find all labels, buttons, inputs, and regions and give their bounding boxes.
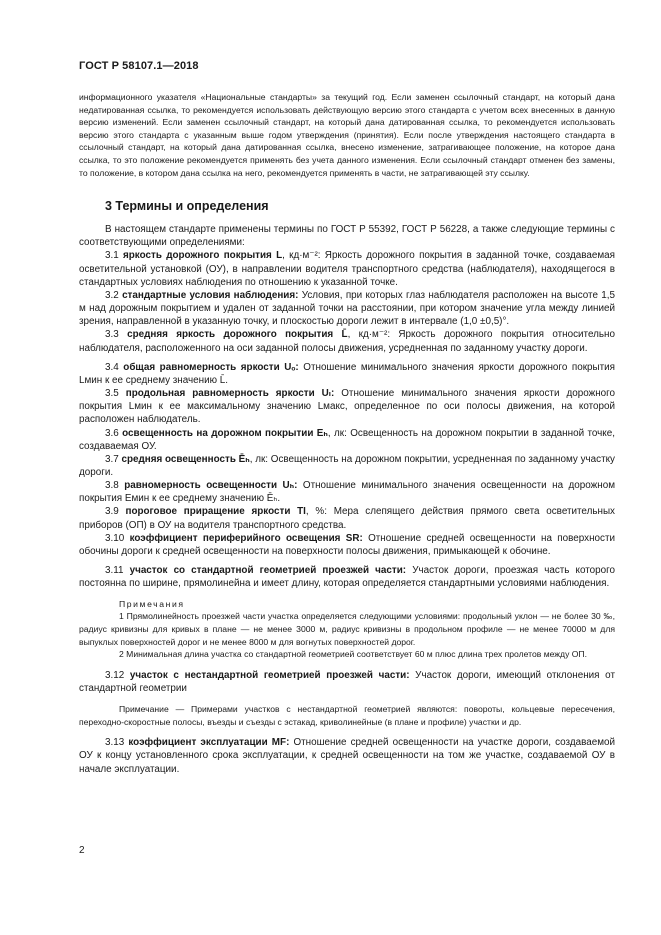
intro-paragraph: информационного указателя «Национальные стандарты» за текущий год. Если заменен ссылочный стандарт, на который дана недатированная ссылка, то рекомендуется использовать действующую версию этого стандарта с учетом всех внесенных в данную версию изменений. Если заменен ссылочный стандарт, на который дана датированная ссылка, то рекомендуется использовать версию этого стандарта с указанным выше годом утверждения (принятия). Если после утверждения настоящего стандарта в ссылочный стандарт, на который дана датированная ссылка, внесено изменение, затрагивающее положение, на которое дана ссылка, то это положение рекомендуется применять без учета данного изменения. Если ссылочный стандарт отменен без замены, то положение, в котором дана ссылка на него, рекомендуется применять в части, не затрагивающей эту ссылку. <box>79 92 615 178</box>
term-definition <box>79 669 615 695</box>
term-text: , кд·м⁻²: Яркость дорожного покрытия относительно наблюдателя, расположенного на оси заданной полосы движения, усредненная по заданному участку дороги. <box>79 329 615 354</box>
term-text: , кд·м⁻²: Яркость дорожного покрытия в заданной точке, создаваемая осветительной установкой (ОУ), в направлении водителя транспортного средства (наблюдателя), находящегося в стандартных условиях наблюдения по отношению к указанной точке. <box>79 250 615 288</box>
note-item: 1 Прямолинейность проезжей части участка определяется следующими условиями: продольный уклон — не более 30 ‰, радиус кривизны для кривых в плане — не менее 3000 м, радиус кривизны в продольном профиле — не менее 70000 м для выпуклых поверхностей дорог и не менее 8000 м для вогнутых поверхностей дорог. <box>79 611 615 647</box>
term-number: 3.3 <box>105 329 119 341</box>
term-name: равномерность освещенности Uₕ: <box>124 480 298 492</box>
term-name: продольная равномерность яркости Uₗ: <box>125 388 335 400</box>
note-item: Примечание — Примерами участков с нестандартной геометрией являются: повороты, кольцевые пересечения, переходно-скоростные полосы, въезды и съезды с эстакад, криволинейные (в плане и профиле) участки и др. <box>79 704 615 727</box>
term-number: 3.10 <box>105 532 125 544</box>
document-header: ГОСТ Р 58107.1—2018 <box>79 60 199 72</box>
term-text: Отношение минимального значения яркости дорожного покрытия Lмин к ее среднему значению L̄. <box>79 361 615 386</box>
section-lead: В настоящем стандарте применены термины по ГОСТ Р 55392, ГОСТ Р 56228, а также следующие термины с соответствующими определениями: <box>79 224 615 249</box>
term-name: освещенность на дорожном покрытии Eₕ <box>122 427 328 439</box>
term-name: стандартные условия наблюдения: <box>122 289 299 301</box>
term-definition <box>79 427 615 453</box>
term-text: Отношение средней освещенности на участке дороги, создаваемой ОУ к концу установленного срока эксплуатации, к средней освещенности на том же участке, создаваемой ОУ в начале эксплуатации. <box>79 737 615 775</box>
term-number: 3.9 <box>105 506 119 518</box>
term-number: 3.6 <box>105 427 119 439</box>
term-definition <box>79 387 615 426</box>
term-name: средняя освещенность Ēₕ <box>121 453 250 465</box>
term-name: участок со стандартной геометрией проезжей части: <box>129 565 407 577</box>
term-definition <box>79 532 615 558</box>
term-name: средняя яркость дорожного покрытия L̄ <box>127 329 348 341</box>
term-definition <box>79 479 615 505</box>
term-definition <box>79 249 615 288</box>
term-number: 3.2 <box>105 289 119 301</box>
term-name: пороговое приращение яркости TI <box>125 506 306 518</box>
term-name: яркость дорожного покрытия L <box>123 250 283 262</box>
term-text: Условия, при которых глаз наблюдателя расположен на высоте 1,5 м над дорожным покрытием и удален от заданной точки на расстоянии, при котором значение угла между линией зрения, направленной в указанную точку, и плоскостью дороги лежит в интервале (1,0 ±0,5)°. <box>79 289 615 328</box>
term-definition <box>79 505 615 531</box>
term-name: коэффициент эксплуатации MF: <box>128 737 290 749</box>
term-definition <box>79 289 615 328</box>
term-number: 3.11 <box>105 565 124 577</box>
term-number: 3.13 <box>105 737 125 749</box>
term-text: , лк: Освещенность на дорожном покрытии, усредненная по заданному участку дороги. <box>79 453 615 478</box>
term-definition <box>79 328 615 354</box>
note-item: 2 Минимальная длина участка со стандартной геометрией соответствует 60 м плюс длина трех пролетов между ОП. <box>119 649 588 660</box>
term-number: 3.7 <box>105 453 119 465</box>
document-body <box>79 91 615 776</box>
term-definition <box>79 361 615 387</box>
term-definition <box>79 564 615 590</box>
section-title: 3 Термины и определения <box>105 199 269 214</box>
term-number: 3.12 <box>105 669 125 681</box>
term-text: Участок дороги, имеющий отклонения от стандартной геометрии <box>79 669 615 694</box>
term-definition <box>79 736 615 775</box>
term-text: Участок дороги, проезжая часть которого постоянна по ширине, прямолинейна и имеет длину, которая определяется стандартными условиями наблюдения. <box>79 565 615 590</box>
term-text: Отношение минимального значения яркости дорожного покрытия Lмин к ее максимальному значению Lмакс, определенное по оси полосы движения, на которой расположен наблюдатель. <box>79 388 616 426</box>
notes-title: Примечания <box>119 599 185 610</box>
term-text: , %: Мера слепящего действия прямого света осветительных приборов (ОП) в ОУ на водителя транспортного средства. <box>79 506 615 531</box>
term-name: коэффициент периферийного освещения SR: <box>129 532 363 544</box>
term-number: 3.1 <box>105 250 119 262</box>
term-name: участок с нестандартной геометрией проезжей части: <box>129 669 410 681</box>
term-number: 3.4 <box>105 361 119 373</box>
term-number: 3.5 <box>105 388 119 400</box>
term-name: общая равномерность яркости Uₒ: <box>123 361 299 373</box>
term-text: , лк: Освещенность на дорожном покрытии в заданной точке, создаваемая ОУ. <box>79 427 615 452</box>
terms-list <box>79 249 615 590</box>
term-definition <box>79 453 615 479</box>
term-text: Отношение минимального значения освещенности на дорожном покрытия Eмин к ее среднему значению Ēₕ. <box>79 480 615 505</box>
page-number: 2 <box>79 845 85 856</box>
term-number: 3.8 <box>105 480 119 492</box>
term-text: Отношение средней освещенности на поверхности обочины дороги к средней освещенности на поверхности полосы движения, примыкающей к обочине. <box>79 532 615 557</box>
